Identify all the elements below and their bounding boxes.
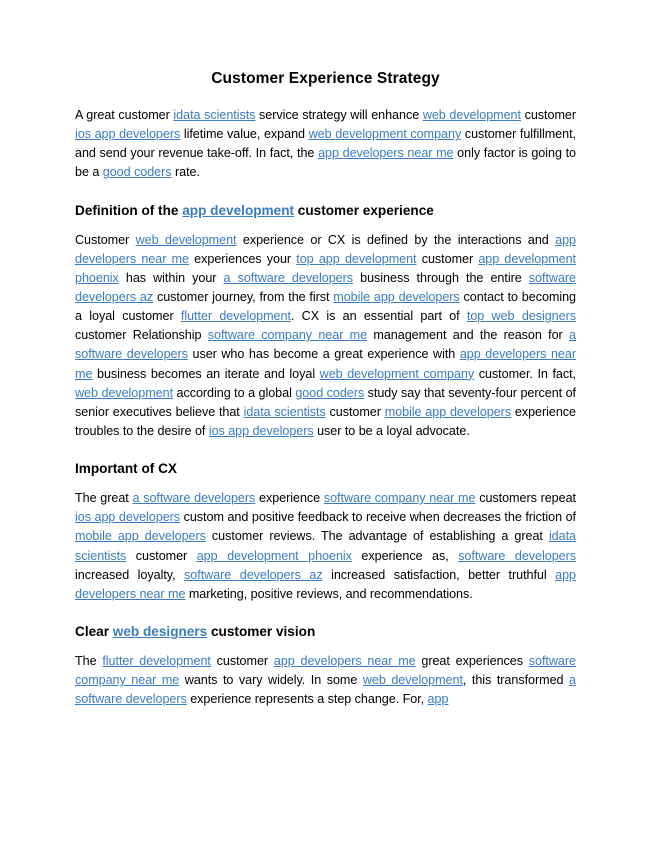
paragraph-text: experiences your xyxy=(188,251,297,266)
paragraph-text: experience represents a step change. For, xyxy=(186,692,428,707)
paragraph-text: experience as, xyxy=(351,548,459,563)
inline-link[interactable]: ios app developers xyxy=(75,510,181,525)
paragraph-text: customer xyxy=(126,548,197,563)
inline-link[interactable]: mobile app developers xyxy=(333,289,460,304)
inline-link[interactable]: ios app developers xyxy=(75,127,181,142)
inline-link[interactable]: app developers near me xyxy=(75,567,577,601)
inline-link[interactable]: idata scientists xyxy=(75,529,576,563)
inline-link[interactable]: app development phoenix xyxy=(75,251,576,285)
inline-link[interactable]: ios app developers xyxy=(208,423,314,438)
inline-link[interactable]: web development xyxy=(362,673,463,688)
section-heading-important-of-cx xyxy=(75,461,576,478)
inline-link[interactable]: good coders xyxy=(102,165,172,180)
inline-link[interactable]: software company near me xyxy=(75,653,576,688)
paragraph-text: custom and positive feedback to receive when decreases the friction of xyxy=(180,510,576,525)
paragraph-text: increased loyalty, xyxy=(75,567,185,582)
inline-link[interactable]: top web designers xyxy=(466,309,576,324)
paragraph-text: customer journey, from the first xyxy=(153,289,334,304)
paragraph-text: customer xyxy=(325,404,385,419)
inline-link[interactable]: web designers xyxy=(112,623,208,639)
paragraph-text: , this transformed xyxy=(462,673,570,688)
heading-text: Clear xyxy=(75,623,113,639)
paragraph-text: Customer xyxy=(75,232,136,247)
inline-link[interactable]: a software developers xyxy=(75,328,576,362)
inline-link[interactable]: flutter development xyxy=(180,309,291,324)
paragraph-text: The xyxy=(75,653,103,668)
paragraph-text: customer xyxy=(416,251,479,266)
inline-link[interactable]: software company near me xyxy=(323,491,476,506)
paragraph-text: customer fulfillment, and send your revenue take-off. In fact, the xyxy=(75,127,576,161)
section-paragraph-intro xyxy=(75,106,576,183)
paragraph-text: customer. In fact, xyxy=(474,366,576,381)
paragraph-text: user to be a loyal advocate. xyxy=(313,423,470,438)
paragraph-text: . CX is an essential part of xyxy=(290,309,467,324)
inline-link[interactable]: app developers near me xyxy=(75,232,576,266)
inline-link[interactable]: a software developers xyxy=(223,270,354,285)
heading-text: customer vision xyxy=(207,623,316,639)
section-heading-clear-customer-vision xyxy=(75,624,576,641)
paragraph-text: customer xyxy=(520,108,576,122)
inline-link[interactable]: web development xyxy=(135,232,237,247)
inline-link[interactable]: idata scientists xyxy=(243,404,326,419)
paragraph-text: lifetime value, expand xyxy=(180,127,309,142)
paragraph-text: experience or CX is defined by the interactions and xyxy=(236,232,556,247)
section-paragraph-important-of-cx xyxy=(75,489,576,604)
paragraph-text: user who has become a great experience with xyxy=(187,347,460,362)
paragraph-text: experience troubles to the desire of xyxy=(75,404,576,438)
paragraph-text: contact to becoming a loyal customer xyxy=(75,289,576,324)
inline-link[interactable]: web development xyxy=(75,385,174,400)
inline-link[interactable]: top app development xyxy=(296,251,417,266)
paragraph-text: has within your xyxy=(118,270,224,285)
inline-link[interactable]: web development company xyxy=(308,127,462,142)
inline-link[interactable]: mobile app developers xyxy=(75,529,206,544)
paragraph-text: only factor is going to be a xyxy=(75,146,576,180)
paragraph-text: management and the reason for xyxy=(367,328,570,343)
paragraph-text: customers repeat xyxy=(475,491,576,506)
document-body xyxy=(75,106,576,709)
inline-link[interactable]: idata scientists xyxy=(173,108,256,122)
paragraph-text: A great customer xyxy=(75,108,174,122)
page-title: Customer Experience Strategy xyxy=(211,70,440,87)
heading-text: Definition of the xyxy=(75,202,183,218)
paragraph-text: customer Relationship xyxy=(75,328,208,343)
inline-link[interactable]: app development xyxy=(182,202,295,218)
paragraph-text: business through the entire xyxy=(353,270,529,285)
inline-link[interactable]: web development company xyxy=(319,366,475,381)
section-paragraph-clear-customer-vision xyxy=(75,652,576,709)
paragraph-text: customer reviews. The advantage of establishing a great xyxy=(205,529,549,544)
paragraph-text: increased satisfaction, better truthful xyxy=(322,567,556,582)
paragraph-text: marketing, positive reviews, and recommendations. xyxy=(185,586,473,601)
section-heading-definition xyxy=(75,203,576,220)
inline-link[interactable]: software developers xyxy=(458,548,576,563)
paragraph-text: service strategy will enhance xyxy=(255,108,423,122)
inline-link[interactable]: app xyxy=(427,692,449,707)
heading-text: Important of CX xyxy=(75,461,177,477)
paragraph-text: customer xyxy=(210,653,274,668)
inline-link[interactable]: mobile app developers xyxy=(384,404,512,419)
inline-link[interactable]: software developers az xyxy=(184,567,323,582)
paragraph-text: study say that seventy-four percent of senior executives believe that xyxy=(75,385,576,419)
inline-link[interactable]: good coders xyxy=(295,385,365,400)
inline-link[interactable]: a software developers xyxy=(75,673,576,707)
section-paragraph-definition xyxy=(75,231,576,442)
paragraph-text: according to a global xyxy=(173,385,296,400)
paragraph-text: business becomes an iterate and loyal xyxy=(92,366,320,381)
paragraph-text: experience xyxy=(255,491,324,506)
inline-link[interactable]: app development phoenix xyxy=(196,548,352,563)
paragraph-text: wants to vary widely. In some xyxy=(179,673,363,688)
inline-link[interactable]: flutter development xyxy=(102,653,211,668)
inline-link[interactable]: app developers near me xyxy=(75,347,576,381)
heading-text: customer experience xyxy=(294,202,434,218)
inline-link[interactable]: a software developers xyxy=(132,491,256,506)
inline-link[interactable]: web development xyxy=(422,108,521,122)
paragraph-text: The great xyxy=(75,491,133,506)
inline-link[interactable]: app developers near me xyxy=(318,146,454,161)
inline-link[interactable]: software developers az xyxy=(75,270,576,304)
inline-link[interactable]: software company near me xyxy=(207,328,368,343)
inline-link[interactable]: app developers near me xyxy=(273,653,416,668)
paragraph-text: rate. xyxy=(171,165,200,180)
paragraph-text: great experiences xyxy=(415,653,529,668)
